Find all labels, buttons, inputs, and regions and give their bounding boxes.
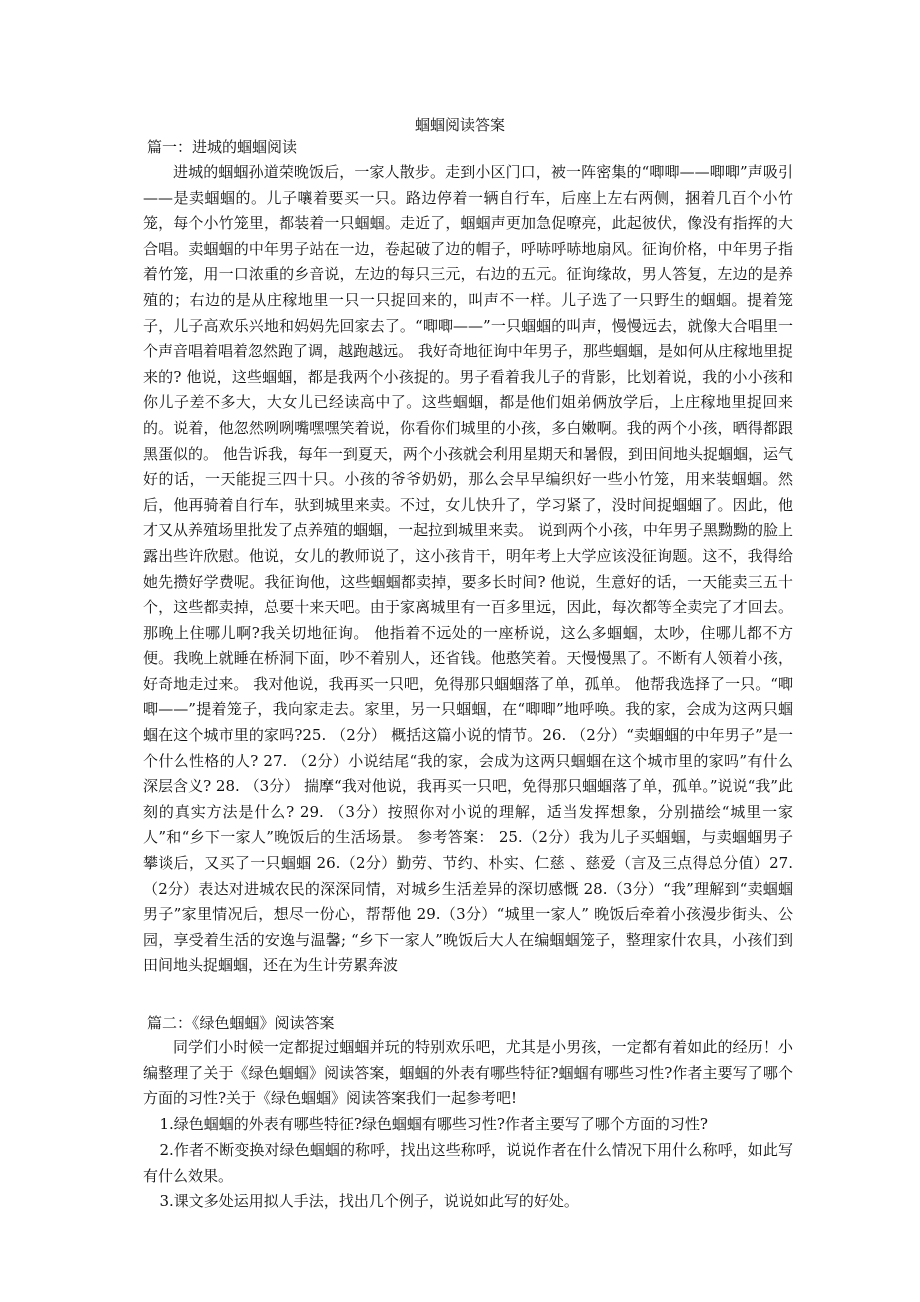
question-1: 1.绿色蝈蝈的外表有哪些特征?绿色蝈蝈有哪些习性?作者主要写了哪个方面的习性? bbox=[159, 1115, 708, 1133]
document-title: 蝈蝈阅读答案 bbox=[414, 116, 505, 134]
question-3: 3.课文多处运用拟人手法，找出几个例子，说说如此写的好处。 bbox=[159, 1192, 579, 1210]
section1-heading: 篇一：进城的蝈蝈阅读 bbox=[147, 138, 298, 156]
question-2: 2.作者不断变换对绿色蝈蝈的称呼，找出这些称呼，说说作者在什么情况下用什么称呼，如此写有什么效果。 bbox=[143, 1141, 793, 1185]
section2-intro: 同学们小时候一定都捉过蝈蝈并玩的特别欢乐吧，尤其是小男孩，一定都有着如此的经历！小编整理了关于《绿色蝈蝈》阅读答案，蝈蝈的外表有哪些特征?蝈蝈有哪些习性?作者主要写了哪个方面的习性?关于《绿色蝈蝈》阅读答案我们一起参考吧! bbox=[143, 1038, 793, 1108]
section1-body: 进城的蝈蝈孙道荣晚饭后，一家人散步。走到小区门口，被一阵密集的“唧唧——唧唧”声吸引——是卖蝈蝈的。儿子嚷着要买一只。路边停着一辆自行车，后座上左右两侧，捆着几百个小竹笼，每个小竹笼里，都装着一只蝈蝈。走近了，蝈蝈声更加急促嘹亮，此起彼伏，像没有指挥的大合唱。卖蝈蝈的中年男子站在一边，卷起破了边的帽子，呼哧呼哧地扇风。征询价格，中年男子指着竹笼，用一口浓重的乡音说，左边的每只三元，右边的五元。征询缘故，男人答复，左边的是养殖的；右边的是从庄稼地里一只一只捉回来的，叫声不一样。儿子选了一只野生的蝈蝈。提着笼子，儿子高欢乐兴地和妈妈先回家去了。“唧唧——”一只蝈蝈的叫声，慢慢远去，就像大合唱里一个声音唱着唱着忽然跑了调，越跑越远。 我好奇地征询中年男子，那些蝈蝈，是如何从庄稼地里捉来的? 他说，这些蝈蝈，都是我两个小孩捉的。男子看着我儿子的背影，比划着说，我的小小孩和你儿子差不多大，大女儿已经读高中了。这些蝈蝈，都是他们姐弟俩放学后，上庄稼地里捉回来的。说着，他忽然咧咧嘴嘿嘿笑着说，你看你们城里的小孩，多白嫩啊。我的两个小孩，晒得都跟黑蛋似的。 他告诉我，每年一到夏天，两个小孩就会利用星期天和暑假，到田间地头捉蝈蝈，运气好的话，一天能捉三四十只。小孩的爷爷奶奶，那么会早早编织好一些小竹笼，用来装蝈蝈。然后，他再骑着自行车，驮到城里来卖。不过，女儿快升了，学习紧了，没时间捉蝈蝈了。因此，他才又从养殖场里批发了点养殖的蝈蝈，一起拉到城里来卖。 说到两个小孩，中年男子黑黝黝的脸上露出些许欣慰。他说，女儿的教师说了，这小孩肯干，明年考上大学应该没征询题。这不，我得给她先攒好学费呢。我征询他，这些蝈蝈都卖掉，要多长时间? 他说，生意好的话，一天能卖三五十个，这些都卖掉，总要十来天吧。由于家离城里有一百多里远，因此，每次都等全卖完了才回去。 那晚上住哪儿啊?我关切地征询。 他指着不远处的一座桥说，这么多蝈蝈，太吵，住哪儿都不方便。我晚上就睡在桥洞下面，吵不着别人，还省钱。他憨笑着。天慢慢黑了。不断有人领着小孩，好奇地走过来。 我对他说，我再买一只吧，免得那只蝈蝈落了单，孤单。 他帮我选择了一只。“唧唧——”提着笼子，我向家走去。家里，另一只蝈蝈，在“唧唧”地呼唤。我的家，会成为这两只蝈蝈在这个城市里的家吗?25. （2分） 概括这篇小说的情节。26. （2分）“卖蝈蝈的中年男子”是一个什么性格的人? 27. （2分）小说结尾“我的家，会成为这两只蝈蝈在这个城市里的家吗”有什么深层含义? 28. （3分） 揣摩“我对他说，我再买一只吧，免得那只蝈蝈落了单，孤单。”说说“我”此刻的真实方法是什么? 29. （3分）按照你对小说的理解，适当发挥想象，分别描绘“城里一家人”和“乡下一家人”晚饭后的生活场景。 参考答案： 25.（2分）我为儿子买蝈蝈，与卖蝈蝈男子攀谈后，又买了一只蝈蝈 26.（2分）勤劳、节约、朴实、仁慈 、慈爱（言及三点得总分值）27.（2分）表达对进城农民的深深同情，对城乡生活差异的深切感慨 28.（3分）“我”理解到“卖蝈蝈男子”家里情况后，想尽一份心，帮帮他 29.（3分）“城里一家人” 晚饭后牵着小孩漫步街头、公园，享受着生活的安逸与温馨; “乡下一家人”晚饭后大人在编蝈蝈笼子，整理家什农具，小孩们到田间地头捉蝈蝈，还在为生计劳累奔波 bbox=[143, 163, 793, 975]
section2-heading: 篇二：《绿色蝈蝈》阅读答案 bbox=[147, 1014, 335, 1032]
